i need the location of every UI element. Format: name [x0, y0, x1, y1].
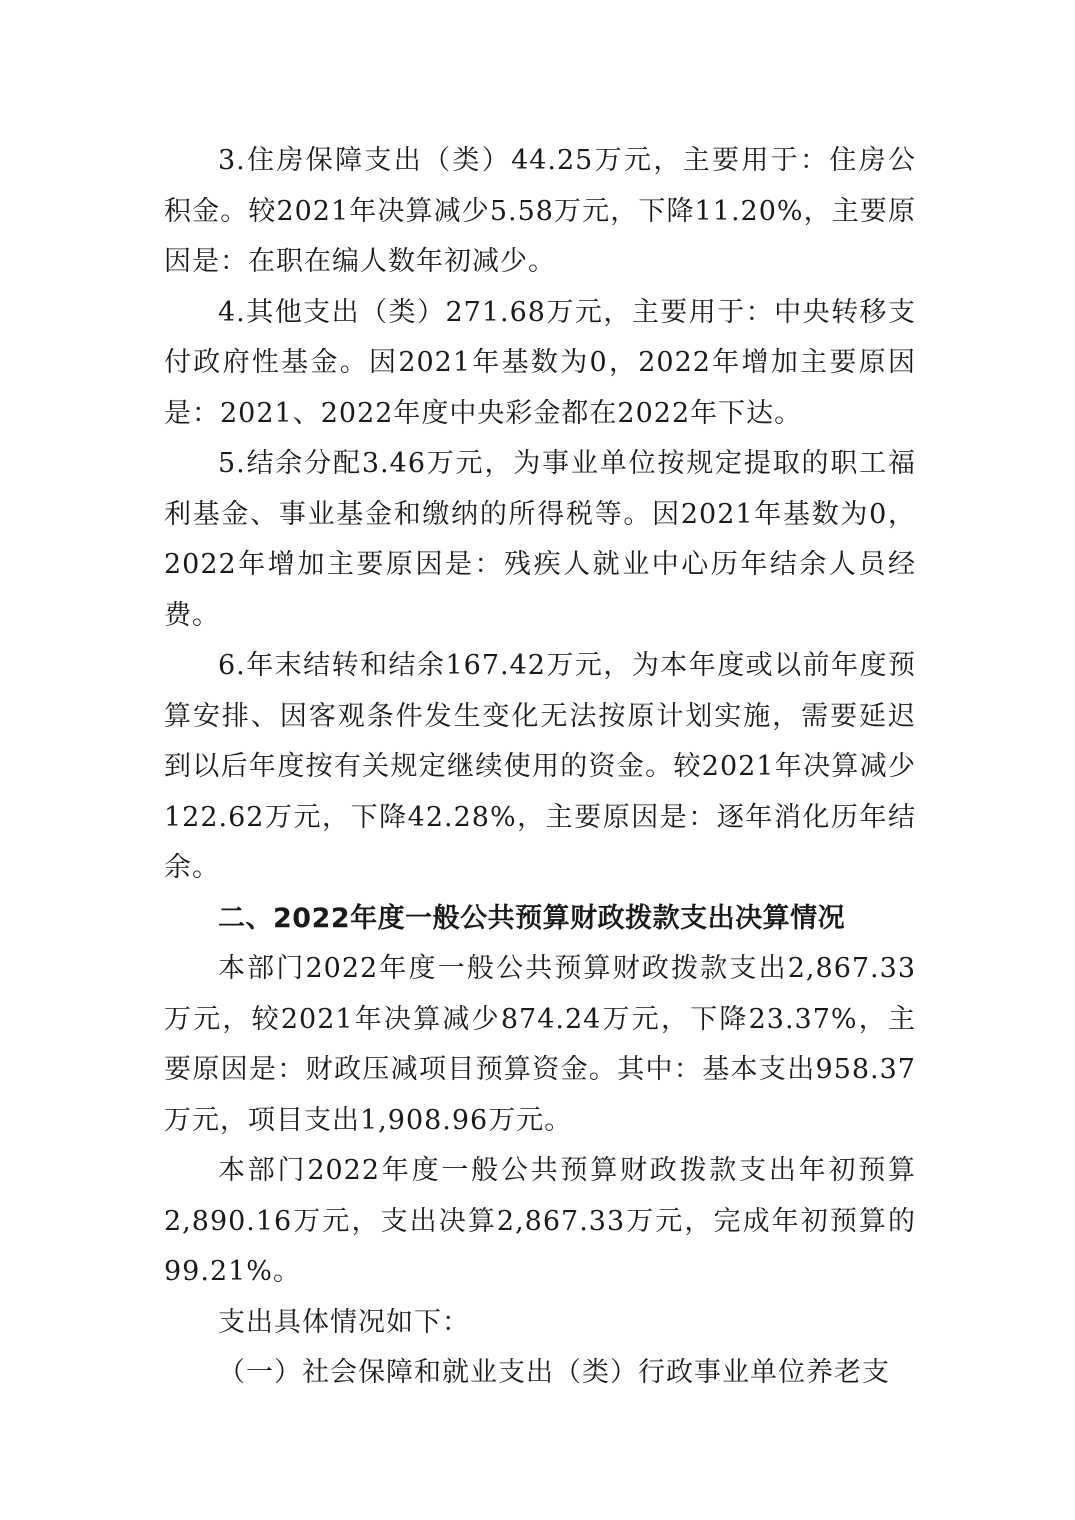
paragraph-other-expense: 4.其他支出（类）271.68万元，主要用于：中央转移支付政府性基金。因2021年基数为0，2022年增加主要原因是：2021、2022年度中央彩金都在2022年下达。	[164, 296, 916, 429]
paragraph-details-intro: 支出具体情况如下：	[218, 1306, 470, 1338]
paragraph-social-security-start: （一）社会保障和就业支出（类）行政事业单位养老支	[218, 1357, 890, 1388]
document-body	[164, 136, 916, 1399]
paragraph-budget-expense-total: 本部门2022年度一般公共预算财政拨款支出2,867.33万元，较2021年决算减少874.24万元，下降23.37%，主要原因是：财政压减项目预算资金。其中：基本支出958.37万元，项目支出1,908.96万元。	[164, 953, 916, 1136]
paragraph-surplus-distribution: 5.结余分配3.46万元，为事业单位按规定提取的职工福利基金、事业基金和缴纳的所得税等。因2021年基数为0，2022年增加主要原因是：残疾人就业中心历年结余人员经费。	[164, 448, 916, 631]
paragraph-budget-completion: 本部门2022年度一般公共预算财政拨款支出年初预算2,890.16万元，支出决算2,867.33万元，完成年初预算的99.21%。	[164, 1155, 916, 1287]
section-heading: 二、2022年度一般公共预算财政拨款支出决算情况	[218, 902, 846, 934]
paragraph-housing-expense: 3.住房保障支出（类）44.25万元，主要用于：住房公积金。较2021年决算减少5.58万元，下降11.20%，主要原因是：在职在编人数年初减少。	[164, 145, 916, 277]
paragraph-year-end-carryover: 6.年末结转和结余167.42万元，为本年度或以前年度预算安排、因客观条件发生变化无法按原计划实施，需要延迟到以后年度按有关规定继续使用的资金。较2021年决算减少122.62万元，下降42.28%，主要原因是：逐年消化历年结余。	[164, 650, 916, 883]
